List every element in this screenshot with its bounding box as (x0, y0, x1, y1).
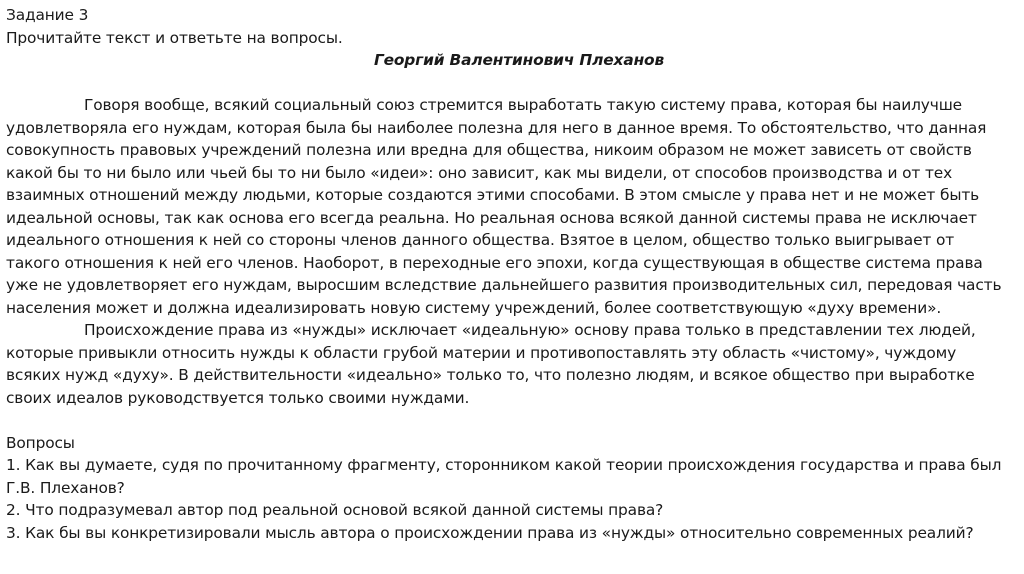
paragraph-line: Происхождение права из «нужды» исключает «идеальную» основу права только в представлении тех людей, (84, 321, 976, 339)
paragraph-line: всяких нужд «духу». В действительности «идеально» только то, что полезно людям, и всякое общество при выработке (6, 366, 975, 384)
question-line: 2. Что подразумевал автор под реальной основой всякой данной системы права? (6, 501, 664, 519)
paragraph-1 (6, 94, 1014, 319)
paragraph-line: совокупность правовых учреждений полезна или вредна для общества, никоим образом не может зависеть от свойств (6, 141, 972, 159)
document-page (6, 4, 1014, 544)
paragraph-line: Говоря вообще, всякий социальный союз стремится выработать такую систему права, которая бы наилучше (84, 96, 962, 114)
paragraph-line: своих идеалов руководствуется только своими нуждами. (6, 388, 470, 407)
paragraph-line: идеальной основы, так как основа его всегда реальна. Но реальная основа всякой данной системы права не исключает (6, 208, 977, 227)
spacer (6, 72, 1014, 95)
question-2 (6, 499, 1014, 522)
question-line: Г.В. Плеханов? (6, 478, 125, 497)
paragraph-line: какой бы то ни было или чьей бы то ни было «идеи»: оно зависит, как мы видели, от способов производства и от тех (6, 163, 953, 182)
paragraph-line: которые привыкли относить нужды к области грубой материи и противопоставлять эту область «чистому», чуждому (6, 343, 957, 362)
author-name: Георгий Валентинович Плеханов (373, 51, 665, 69)
paragraph-line: уже не удовлетворяет его нуждам, выросшим вследствие дальнейшего развития производительных сил, передовая часть (6, 276, 1002, 294)
question-line: 1. Как вы думаете, судя по прочитанному фрагменту, сторонником какой теории происхождения государства и права был (6, 456, 1002, 474)
question-1 (6, 454, 1014, 499)
question-line: 3. Как бы вы конкретизировали мысль автора о происхождении права из «нужды» относительно современных реалий? (6, 523, 974, 542)
paragraph-2 (6, 319, 1014, 409)
questions-heading: Вопросы (6, 433, 75, 452)
spacer (6, 409, 1014, 432)
task-title: Задание 3 (6, 6, 89, 24)
paragraph-line: такого отношения к ней его членов. Наоборот, в переходные его эпохи, когда существующая в обществе система права (6, 253, 983, 272)
paragraph-line: взаимных отношений между людьми, которые создаются этими способами. В этом смысле у права нет и не может быть (6, 186, 980, 204)
instruction-text: Прочитайте текст и ответьте на вопросы. (6, 28, 343, 47)
paragraph-line: удовлетворяла его нуждам, которая была бы наиболее полезна для него в данное время. То обстоятельство, что данная (6, 118, 987, 137)
paragraph-line: идеального отношения к ней со стороны членов данного общества. Взятое в целом, общество только выигрывает от (6, 231, 955, 249)
question-3 (6, 522, 1014, 545)
paragraph-line: населения может и должна идеализировать новую систему учреждений, более соответствующую «духу времени». (6, 298, 942, 317)
